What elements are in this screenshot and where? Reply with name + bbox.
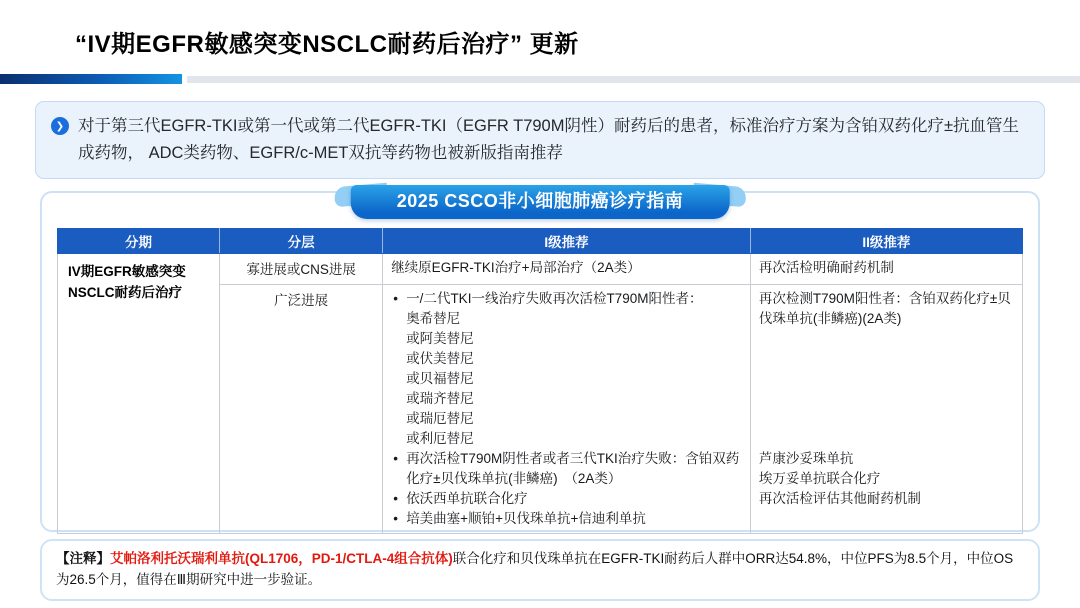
header-rec1: I级推荐 — [383, 229, 751, 254]
list-item: 埃万妥单抗联合化疗 — [758, 471, 881, 486]
list-subitem: 或阿美替尼 — [406, 331, 474, 346]
list-subitem: 奥希替尼 — [406, 311, 461, 326]
list-subitem: 或瑞厄替尼 — [406, 411, 474, 426]
rec2-paragraph: 再次检测T790M阳性者：含铂双药化疗±贝伐珠单抗(非鳞癌)(2A类) — [758, 291, 1011, 326]
bullet-icon: • — [393, 451, 398, 466]
cell-stratum-extensive: 广泛进展 — [220, 285, 383, 534]
list-item: • 再次活检T790M阴性者或者三代TKI治疗失败：含铂双药化疗±贝伐珠单抗(非鳞癌) （2A类） — [391, 449, 742, 489]
list-subitem: 或伏美替尼 — [406, 351, 474, 366]
rec2-secondary-group — [759, 449, 1014, 509]
title-underline — [0, 74, 1080, 84]
bullet-icon: • — [393, 291, 398, 306]
bullet-icon: • — [393, 491, 398, 506]
header-stratum: 分层 — [220, 229, 383, 254]
bullet-icon: • — [393, 511, 398, 526]
cell-stage: IV期EGFR敏感突变NSCLC耐药后治疗 — [58, 254, 220, 534]
list-item: 芦康沙妥珠单抗 — [758, 451, 854, 466]
table-header-row — [58, 229, 1023, 254]
underline-accent-bar — [0, 74, 182, 84]
chevron-circle-icon: ❯ — [51, 117, 69, 135]
cell-rec2-oligo: 再次活检明确耐药机制 — [750, 254, 1022, 285]
underline-gray-bar — [187, 76, 1080, 83]
list-item: 再次活检评估其他耐药机制 — [758, 491, 921, 506]
footnote-highlight: 艾帕洛利托沃瑞利单抗(QL1706，PD-1/CTLA-4组合抗体) — [110, 551, 453, 566]
recommendation-table-wrap — [57, 228, 1023, 534]
guideline-banner-title: 2025 CSCO非小细胞肺癌诊疗指南 — [351, 185, 730, 219]
header-stage: 分期 — [58, 229, 220, 254]
list-subitem: 或瑞齐替尼 — [406, 391, 474, 406]
guideline-card — [40, 191, 1040, 532]
intro-text: 对于第三代EGFR-TKI或第一代或第二代EGFR-TKI（EGFR T790M阴性）耐药后的患者，标准治疗方案为含铂双药化疗±抗血管生成药物， ADC类药物、EGFR/c-MET双抗等药物也被新版指南推荐 — [78, 117, 1020, 162]
list-subitem: 或贝福替尼 — [406, 371, 474, 386]
header-rec2: II级推荐 — [750, 229, 1022, 254]
cell-rec2-extensive — [750, 285, 1022, 534]
guideline-banner — [351, 185, 730, 219]
list-subitem: 或利厄替尼 — [406, 431, 474, 446]
intro-callout — [35, 101, 1045, 179]
footnote-text: 联合化疗和贝伐珠单抗在EGFR-TKI耐药后人群中ORR达54.8%，中位PFS为8.5个月，中位OS为26.5个月，值得在Ⅲ期研究中进一步验证。 — [56, 551, 1014, 587]
table-row-oligo — [58, 254, 1023, 285]
footnote-card — [40, 539, 1040, 601]
cell-rec1-oligo: 继续原EGFR-TKI治疗+局部治疗（2A类） — [383, 254, 751, 285]
footnote-label: 【注释】 — [56, 551, 110, 566]
cell-stratum-oligo: 寡进展或CNS进展 — [220, 254, 383, 285]
list-item: • 依沃西单抗联合化疗 — [391, 489, 742, 509]
list-item: • 一/二代TKI一线治疗失败再次活检T790M阳性者： — [391, 289, 742, 309]
recommendation-table — [57, 228, 1023, 534]
cell-rec1-extensive — [383, 285, 751, 534]
list-item: • 培美曲塞+顺铂+贝伐珠单抗+信迪利单抗 — [391, 509, 742, 529]
slide — [0, 24, 1080, 601]
page-title: “IV期EGFR敏感突变NSCLC耐药后治疗” 更新 — [75, 31, 579, 58]
